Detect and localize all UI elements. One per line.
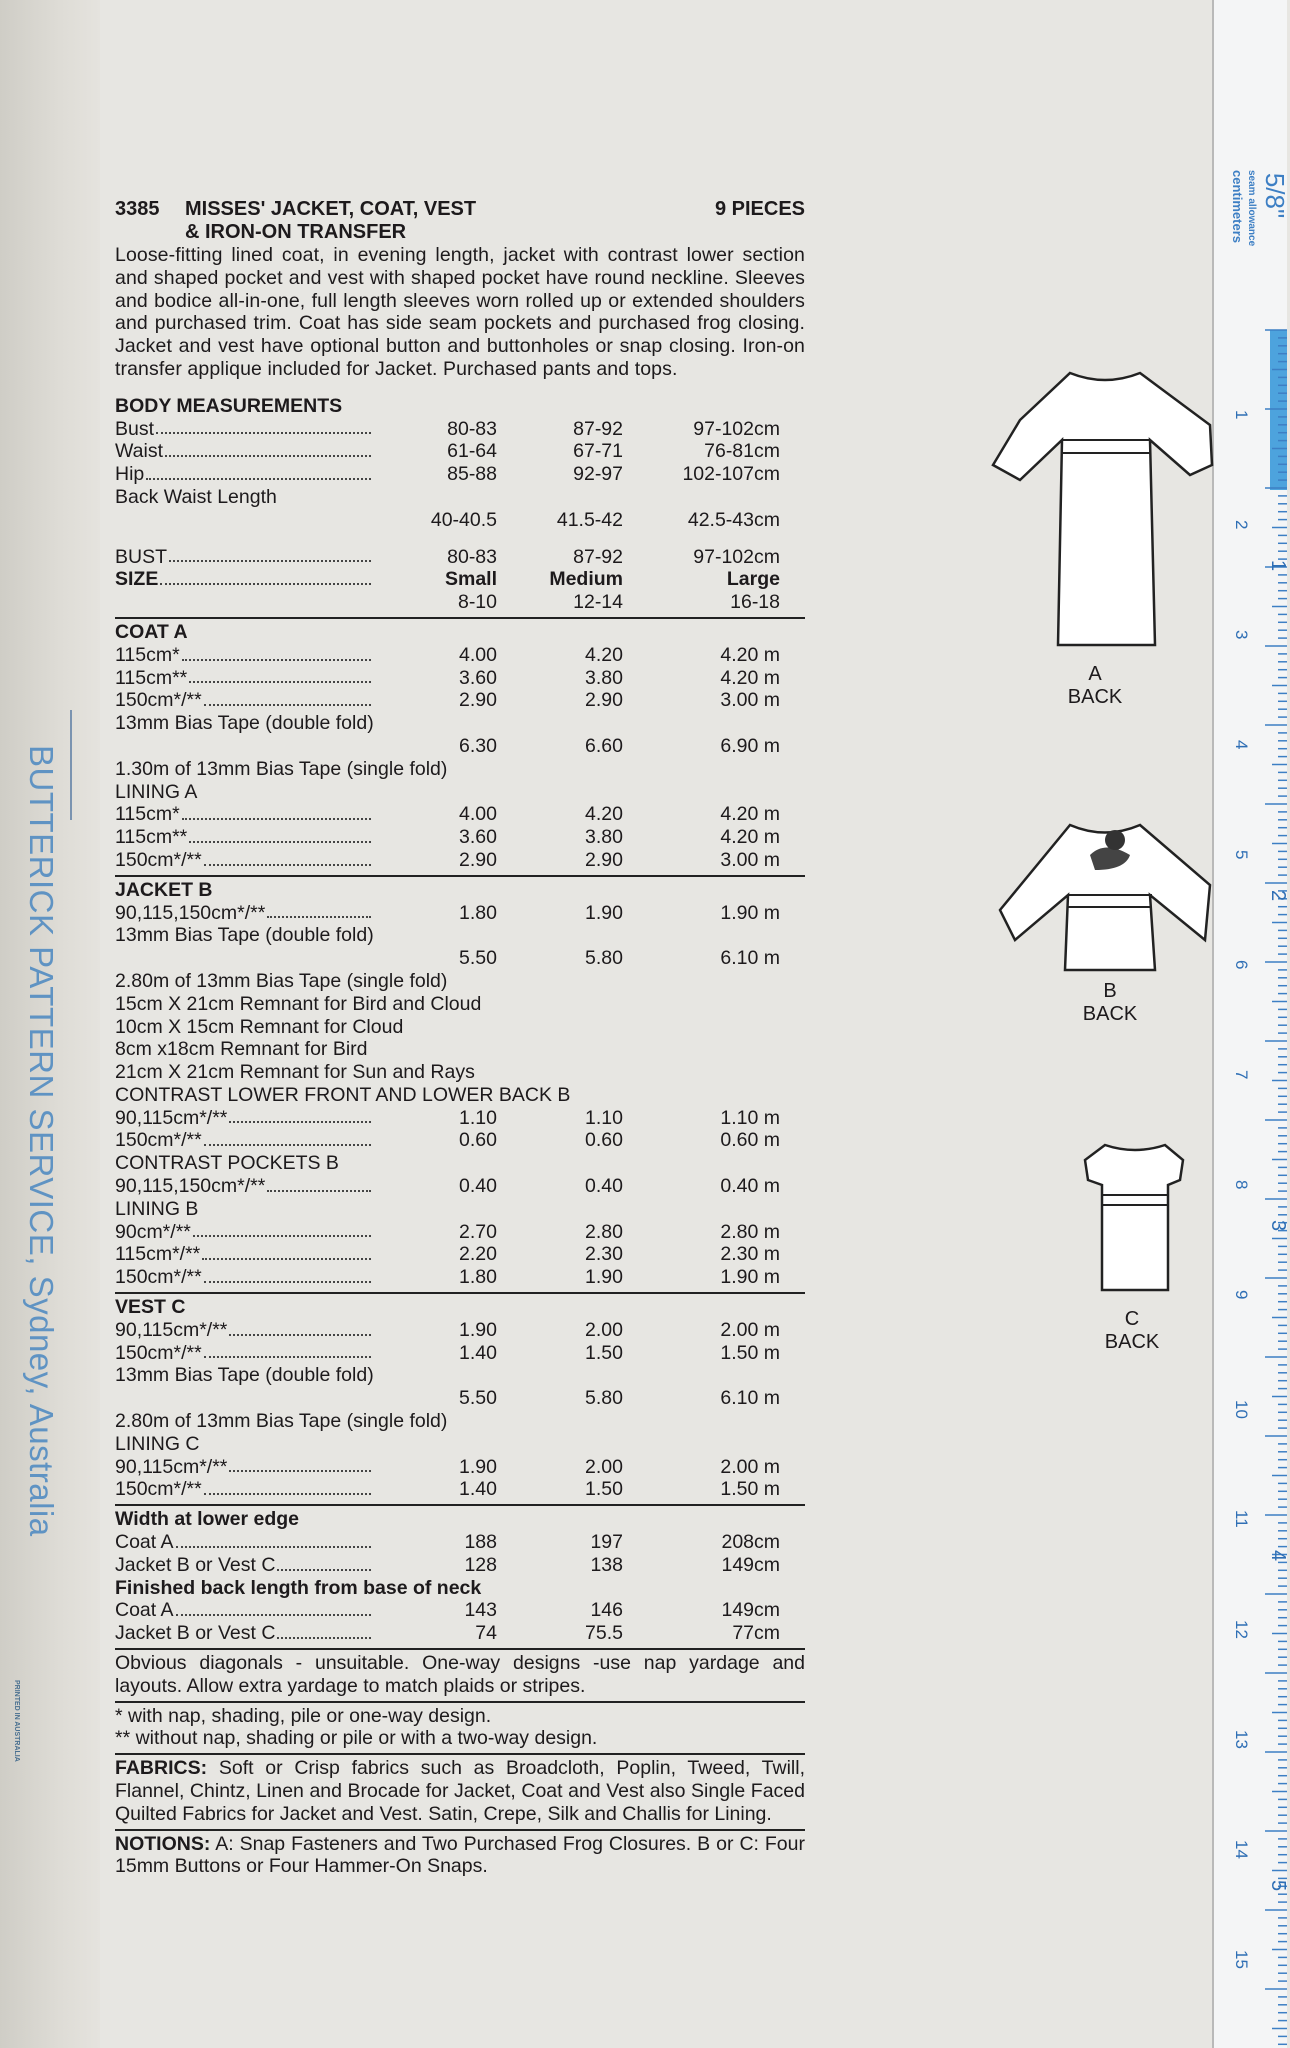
section-heading: JACKET B (115, 878, 213, 901)
section-divider (115, 1648, 805, 1650)
dot-leader (204, 689, 371, 706)
value-large: 6.10 m (720, 1387, 780, 1410)
note-paragraph (115, 1757, 805, 1825)
pattern-title (185, 198, 715, 244)
row-label-text: 115cm* (115, 643, 180, 666)
row-label (115, 1599, 375, 1622)
value-medium: 2.00 (585, 1318, 623, 1341)
dot-leader (169, 546, 371, 563)
jacket-b-back-drawing (995, 815, 1225, 975)
value-small: 40-40.5 (430, 508, 497, 531)
spacer (115, 532, 805, 546)
row-label (115, 1175, 375, 1198)
value-medium: 87-92 (573, 417, 623, 440)
row-label (115, 644, 375, 667)
section-heading: Width at lower edge (115, 1508, 300, 1531)
value-large: 0.60 m (720, 1129, 780, 1152)
value-large: 97-102cm (693, 545, 780, 568)
note-text: A: Snap Fasteners and Two Purchased Frog Closures. B or C: Four 15mm Buttons or Four Hammer-On Snaps. (115, 1832, 805, 1878)
measurement-row (115, 1342, 805, 1365)
value-medium: 1.90 (585, 1266, 623, 1289)
dot-leader (176, 1531, 371, 1548)
note-text: Soft or Crisp fabrics such as Broadcloth, Poplin, Tweed, Twill, Flannel, Chintz, Linen and Brocade for Jacket, Coat and Vest also Single Faced Quilted Fabrics for Jacket and Vest. Satin, Crepe, Silk and Challis for Lining. (115, 1757, 805, 1825)
row-label-text: 150cm*/** (115, 1478, 202, 1501)
note-paragraph (115, 1833, 805, 1879)
measurement-row (115, 689, 805, 712)
ruler-number: 5 (1232, 850, 1251, 860)
dot-leader (204, 1266, 371, 1283)
row-label-text: 90,115cm*/** (115, 1318, 228, 1341)
value-medium: 92-97 (573, 463, 623, 486)
dot-leader (267, 1175, 371, 1192)
section-heading: Finished back length from base of neck (115, 1576, 482, 1599)
value-small: 80-83 (447, 417, 497, 440)
value-small: 4.00 (459, 643, 497, 666)
text-line: 10cm X 15cm Remnant for Cloud (115, 1015, 404, 1038)
value-large: 6.10 m (720, 947, 780, 970)
figure-b-letter: B (1103, 980, 1117, 1002)
section-heading: COAT A (115, 620, 188, 643)
value-large: 2.00 m (720, 1455, 780, 1478)
value-small: 1.80 (459, 1266, 497, 1289)
value-large: 4.20 m (720, 666, 780, 689)
value-large: 77cm (732, 1622, 780, 1645)
value-medium: 1.10 (585, 1106, 623, 1129)
row-label (115, 735, 375, 758)
value-small: 4.00 (459, 803, 497, 826)
dot-leader (182, 803, 371, 820)
measurement-row (115, 1622, 805, 1645)
vest-c-back-drawing (1080, 1140, 1200, 1300)
row-label (115, 849, 375, 872)
value-small: 128 (464, 1553, 497, 1576)
ruler-number: 9 (1232, 1290, 1251, 1300)
figure-c-view: BACK (1104, 1331, 1160, 1353)
value-large: 3.00 m (720, 689, 780, 712)
ruler-number: 15 (1232, 1950, 1251, 1969)
row-label (115, 1554, 375, 1577)
dot-leader (182, 644, 371, 661)
row-label (115, 1129, 375, 1152)
row-label-text: 115cm*/** (115, 1243, 201, 1266)
row-label (115, 826, 375, 849)
ruler-inch-number: 5 (1267, 1880, 1289, 1892)
text-line: 15cm X 21cm Remnant for Bird and Cloud (115, 992, 482, 1015)
value-large: 4.20 m (720, 643, 780, 666)
value-medium: 5.80 (585, 947, 623, 970)
ruler-label-1: seam allowance (1246, 170, 1257, 247)
value-small: 1.90 (459, 1455, 497, 1478)
section-divider (115, 875, 805, 877)
value-large: 1.10 m (720, 1106, 780, 1129)
row-label (115, 667, 375, 690)
row-label-text: BUST (115, 545, 168, 568)
section-heading: BODY MEASUREMENTS (115, 394, 343, 417)
value-small: 5.50 (459, 1387, 497, 1410)
dot-leader (176, 1599, 371, 1616)
ruler-inch-number: 1 (1267, 560, 1289, 572)
row-label (115, 1387, 375, 1410)
ruler-number: 8 (1232, 1180, 1251, 1190)
value-small: 0.60 (459, 1129, 497, 1152)
measurement-row (115, 902, 805, 925)
value-medium: 3.80 (585, 826, 623, 849)
value-medium: 4.20 (585, 643, 623, 666)
value-small: 74 (475, 1622, 497, 1645)
value-large: 149cm (721, 1599, 780, 1622)
figure-a-back (990, 365, 1220, 715)
value-small: 2.90 (459, 689, 497, 712)
yardage-table (115, 395, 805, 1878)
value-medium: 87-92 (573, 545, 623, 568)
dot-leader (160, 568, 371, 585)
value-medium: Medium (549, 568, 623, 591)
row-label-text: 150cm*/** (115, 848, 202, 871)
figure-a-letter: A (1088, 663, 1102, 685)
value-medium: 146 (590, 1599, 623, 1622)
ruler-number: 13 (1232, 1730, 1251, 1749)
value-small: 3.60 (459, 826, 497, 849)
measurement-row (115, 1129, 805, 1152)
row-label-text: Hip (115, 463, 145, 486)
ruler-inch-number: 2 (1267, 890, 1289, 902)
row-label (115, 1319, 375, 1342)
section-divider (115, 1701, 805, 1703)
row-label (115, 568, 375, 591)
value-medium: 197 (590, 1531, 623, 1554)
dot-leader (202, 1243, 371, 1260)
text-line: CONTRAST LOWER FRONT AND LOWER BACK B (115, 1083, 571, 1106)
value-medium: 2.30 (585, 1243, 623, 1266)
text-line: LINING A (115, 780, 198, 803)
row-label-text: Coat A (115, 1599, 174, 1622)
value-medium: 3.80 (585, 666, 623, 689)
row-label-text: 90,115,150cm*/** (115, 901, 266, 924)
dot-leader (165, 440, 371, 457)
text-line: * with nap, shading, pile or one-way design. (115, 1704, 492, 1727)
dot-leader (267, 902, 371, 919)
value-large: 16-18 (730, 591, 780, 614)
value-large: 1.50 m (720, 1478, 780, 1501)
row-label (115, 1107, 375, 1130)
pieces-count: 9 PIECES (714, 198, 805, 220)
value-medium: 67-71 (573, 440, 623, 463)
measurement-row (115, 591, 805, 614)
row-label-text: Bust (115, 417, 155, 440)
row-label (115, 509, 375, 532)
value-small: 1.40 (459, 1478, 497, 1501)
ruler-label (1230, 170, 1258, 246)
row-label-text: Coat A (115, 1531, 174, 1554)
value-large: 2.30 m (720, 1243, 780, 1266)
printed-in-text: PRINTED IN AUSTRALIA (13, 1680, 20, 1762)
row-label (115, 803, 375, 826)
note-heading: NOTIONS: (115, 1832, 211, 1855)
value-medium: 0.60 (585, 1129, 623, 1152)
dot-leader (277, 1554, 371, 1571)
value-medium: 1.50 (585, 1478, 623, 1501)
title-line-2: & IRON-ON TRANSFER (185, 221, 407, 243)
row-label-text: 150cm*/** (115, 1341, 202, 1364)
ruler-number: 1 (1232, 410, 1251, 420)
value-large: 0.40 m (720, 1175, 780, 1198)
pattern-header (115, 198, 805, 244)
row-label-text: 115cm** (115, 826, 188, 849)
row-label (115, 463, 375, 486)
text-line: CONTRAST POCKETS B (115, 1152, 339, 1175)
row-label (115, 1243, 375, 1266)
text-line: ** without nap, shading or pile or with a two-way design. (115, 1727, 598, 1750)
row-label-text: 115cm* (115, 803, 180, 826)
measurement-row (115, 463, 805, 486)
section-heading: VEST C (115, 1296, 186, 1319)
value-large: 149cm (721, 1553, 780, 1576)
row-label (115, 902, 375, 925)
text-line: 2.80m of 13mm Bias Tape (single fold) (115, 1410, 448, 1433)
row-label (115, 1456, 375, 1479)
measurement-row (115, 568, 805, 591)
value-medium: 138 (590, 1553, 623, 1576)
value-small: 2.20 (459, 1243, 497, 1266)
value-small: 85-88 (447, 463, 497, 486)
measurement-row (115, 1478, 805, 1501)
value-large: 42.5-43cm (687, 508, 780, 531)
text-line: 1.30m of 13mm Bias Tape (single fold) (115, 757, 448, 780)
ruler-number: 6 (1232, 960, 1251, 970)
brand-vertical (13, 745, 60, 1762)
value-large: 1.50 m (720, 1341, 780, 1364)
value-small: 188 (464, 1531, 497, 1554)
value-small: 80-83 (447, 545, 497, 568)
dot-leader (204, 849, 371, 866)
row-label-text: 115cm** (115, 666, 188, 689)
pattern-details (115, 198, 805, 1878)
section-divider (115, 617, 805, 619)
row-label (115, 591, 375, 614)
measurement-row (115, 667, 805, 690)
value-small: 3.60 (459, 666, 497, 689)
ruler-number: 14 (1232, 1840, 1251, 1859)
value-small: 6.30 (459, 734, 497, 757)
value-small: 8-10 (457, 591, 497, 614)
row-label-text: 90,115,150cm*/** (115, 1175, 266, 1198)
measurement-row (115, 1599, 805, 1622)
measurement-row (115, 735, 805, 758)
section-divider (115, 1292, 805, 1294)
value-medium: 2.90 (585, 689, 623, 712)
measurement-row (115, 440, 805, 463)
dot-leader (229, 1107, 371, 1124)
row-label (115, 1531, 375, 1554)
ruler-inch-number: 4 (1267, 1550, 1289, 1562)
value-medium: 2.00 (585, 1455, 623, 1478)
value-medium: 4.20 (585, 803, 623, 826)
measurement-row (115, 947, 805, 970)
value-small: 1.10 (459, 1106, 497, 1129)
measurement-row (115, 1175, 805, 1198)
note-heading: FABRICS: (115, 1757, 208, 1780)
title-line-1: MISSES' JACKET, COAT, VEST (185, 198, 477, 220)
value-medium: 2.90 (585, 848, 623, 871)
value-large: 76-81cm (704, 440, 780, 463)
row-label (115, 546, 375, 569)
value-large: 6.90 m (720, 734, 780, 757)
measurement-row (115, 1243, 805, 1266)
row-label-text: 150cm*/** (115, 1266, 202, 1289)
row-label (115, 1266, 375, 1289)
value-small: 143 (464, 1599, 497, 1622)
measurement-row (115, 644, 805, 667)
ruler-number: 2 (1232, 520, 1251, 530)
dot-leader (189, 826, 371, 843)
row-label (115, 1478, 375, 1501)
text-line: 2.80m of 13mm Bias Tape (single fold) (115, 969, 448, 992)
coat-a-back-drawing (990, 365, 1220, 655)
section-divider (115, 1504, 805, 1506)
figure-c-back (1080, 1140, 1200, 1360)
value-large: 3.00 m (720, 848, 780, 871)
row-label-text: SIZE (115, 568, 159, 591)
dot-leader (229, 1456, 371, 1473)
value-large: 97-102cm (693, 417, 780, 440)
measurement-row (115, 1107, 805, 1130)
value-large: 4.20 m (720, 803, 780, 826)
row-label (115, 1622, 375, 1645)
measurement-row (115, 1319, 805, 1342)
dot-leader (229, 1319, 371, 1336)
value-small: Small (444, 568, 497, 591)
ruler-number: 3 (1232, 630, 1251, 640)
row-label-text: Jacket B or Vest C (115, 1622, 276, 1645)
value-large: 1.90 m (720, 901, 780, 924)
row-label (115, 1342, 375, 1365)
section-divider (115, 1753, 805, 1755)
value-medium: 75.5 (585, 1622, 623, 1645)
brand-text: BUTTERICK PATTERN SERVICE, Sydney, Australia (23, 745, 60, 1537)
figure-a-view: BACK (1067, 686, 1123, 708)
value-small: 61-64 (447, 440, 497, 463)
measurement-row (115, 826, 805, 849)
ruler-inch-number: 3 (1267, 1220, 1289, 1232)
value-medium: 1.50 (585, 1341, 623, 1364)
value-large: 1.90 m (720, 1266, 780, 1289)
pattern-number: 3385 (115, 198, 160, 220)
value-medium: 2.80 (585, 1220, 623, 1243)
row-label-text: 90,115cm*/** (115, 1455, 228, 1478)
row-label-text: Jacket B or Vest C (115, 1553, 276, 1576)
value-small: 1.80 (459, 901, 497, 924)
measurement-row (115, 849, 805, 872)
value-small: 1.90 (459, 1318, 497, 1341)
measurement-row (115, 1387, 805, 1410)
dot-leader (146, 463, 371, 480)
text-line: 21cm X 21cm Remnant for Sun and Rays (115, 1061, 475, 1084)
value-medium: 5.80 (585, 1387, 623, 1410)
value-small: 1.40 (459, 1341, 497, 1364)
value-large: 208cm (721, 1531, 780, 1554)
value-large: Large (726, 568, 780, 591)
measurement-row (115, 1221, 805, 1244)
dot-leader (156, 418, 371, 435)
section-divider (115, 1829, 805, 1831)
ruler-label-2: centimeters (1230, 170, 1245, 243)
value-large: 2.00 m (720, 1318, 780, 1341)
row-label-text: 90cm*/** (115, 1220, 191, 1243)
row-label-text: 150cm*/** (115, 689, 202, 712)
figure-c-letter: C (1124, 1308, 1140, 1330)
text-line: Back Waist Length (115, 485, 277, 508)
dot-leader (204, 1129, 371, 1146)
ruler-number: 10 (1232, 1400, 1251, 1419)
figure-b-view: BACK (1082, 1003, 1138, 1025)
divider-mark (70, 710, 72, 820)
row-label-text: 90,115cm*/** (115, 1106, 228, 1129)
dot-leader (189, 667, 371, 684)
value-medium: 6.60 (585, 734, 623, 757)
value-medium: 41.5-42 (556, 508, 623, 531)
text-line: LINING C (115, 1432, 200, 1455)
value-large: 4.20 m (720, 826, 780, 849)
ruler-fraction: 5/8" (1260, 172, 1290, 219)
ruler-number: 4 (1232, 740, 1251, 750)
text-line: 13mm Bias Tape (double fold) (115, 712, 374, 735)
text-line: LINING B (115, 1197, 199, 1220)
ruler-number: 11 (1232, 1510, 1251, 1528)
value-large: 102-107cm (682, 463, 780, 486)
row-label (115, 418, 375, 441)
dot-leader (277, 1622, 371, 1639)
measurement-row (115, 546, 805, 569)
text-line: 8cm x18cm Remnant for Bird (115, 1038, 368, 1061)
measurement-row (115, 1266, 805, 1289)
description: Loose-fitting lined coat, in evening length, jacket with contrast lower section and shaped pocket and vest with shaped pocket have round neckline. Sleeves and bodice all-in-one, full length sleeves worn rolled up or extended shoulders and purchased trim. Coat has side seam pockets and purchased frog closing. Jacket and vest have optional button and buttonholes or snap closing. Iron-on transfer applique included for Jacket. Purchased pants and tops. (115, 244, 805, 380)
value-small: 5.50 (459, 947, 497, 970)
measurement-row (115, 418, 805, 441)
value-small: 2.90 (459, 848, 497, 871)
row-label-text: Waist (115, 440, 164, 463)
value-small: 0.40 (459, 1175, 497, 1198)
ruler-number: 7 (1232, 1070, 1251, 1080)
value-small: 2.70 (459, 1220, 497, 1243)
dot-leader (204, 1478, 371, 1495)
text-line: 13mm Bias Tape (double fold) (115, 1364, 374, 1387)
value-medium: 0.40 (585, 1175, 623, 1198)
measurement-row (115, 1554, 805, 1577)
value-medium: 1.90 (585, 901, 623, 924)
measurement-row (115, 509, 805, 532)
measurement-row (115, 1531, 805, 1554)
row-label-text: 150cm*/** (115, 1129, 202, 1152)
row-label (115, 440, 375, 463)
row-label (115, 1221, 375, 1244)
measurement-row (115, 803, 805, 826)
dot-leader (204, 1342, 371, 1359)
text-line: 13mm Bias Tape (double fold) (115, 924, 374, 947)
note-paragraph: Obvious diagonals - unsuitable. One-way designs -use nap yardage and layouts. Allow extra yardage to match plaids or stripes. (115, 1652, 805, 1697)
figure-b-back (995, 815, 1225, 1045)
value-medium: 12-14 (573, 591, 623, 614)
measurement-row (115, 1456, 805, 1479)
ruler-number: 12 (1232, 1620, 1251, 1639)
row-label (115, 947, 375, 970)
dot-leader (193, 1221, 371, 1238)
value-large: 2.80 m (720, 1220, 780, 1243)
row-label (115, 689, 375, 712)
